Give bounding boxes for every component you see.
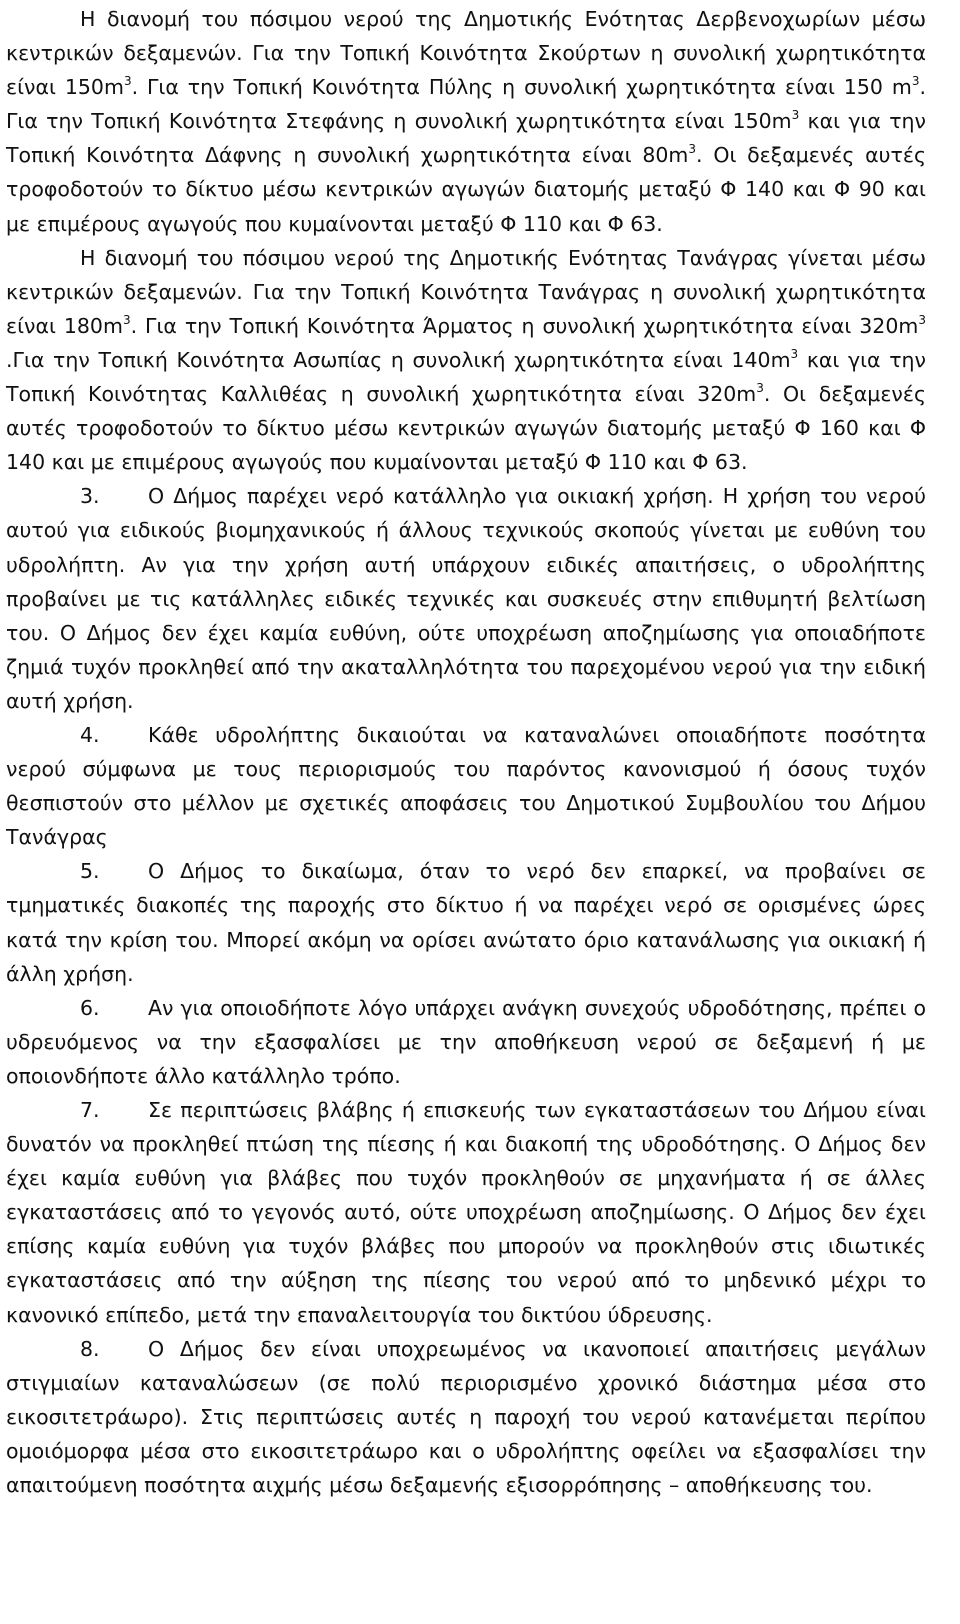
item-number: 6.	[80, 995, 100, 1020]
paragraph-item-6: 6. Αν για οποιοδήποτε λόγο υπάρχει ανάγκη συνεχούς υδροδότησης, πρέπει ο υδρευόμενος να την εξασφαλίσει με την αποθήκευση νερού σε δεξαμενή ή με οποιονδήποτε άλλο κατάλληλο τρόπο.	[6, 991, 926, 1093]
item-number: 5.	[80, 859, 100, 884]
paragraph-dervenochoria-distribution: Η διανομή του πόσιμου νερού της Δημοτικής Ενότητας Δερβενοχωρίων μέσω κεντρικών δεξαμενών. Για την Τοπική Κοινότητα Σκούρτων η συνολική χωρητικότητα είναι $150m^3$. Για την Τοπική Κοινότητα Πύλης η συνολική χωρητικότητα είναι 150 $m^3$. Για την Τοπική Κοινότητα Στεφάνης η συνολική χωρητικότητα είναι $150m^3$ και για την Τοπική Κοινότητα Δάφνης η συνολική χωρητικότητα είναι $80m^3$. Οι δεξαμενές αυτές τροφοδοτούν το δίκτυο μέσω κεντρικών αγωγών διατομής μεταξύ Φ 140 και Φ 90 και με επιμέρους αγωγούς που κυμαίνονται μεταξύ Φ 110 και Φ 63.	[6, 7, 926, 236]
item-number: 3.	[80, 484, 100, 509]
paragraph-item-3: 3. Ο Δήμος παρέχει νερό κατάλληλο για οικιακή χρήση. Η χρήση του νερού αυτού για ειδικούς βιομηχανικούς ή άλλους τεχνικούς σκοπούς γίνεται με ευθύνη του υδρολήπτη. Αν για την χρήση αυτή υπάρχουν ειδικές απαιτήσεις, ο υδρολήπτης προβαίνει με τις κατάλληλες ειδικές τεχνικές και συσκευές στην επιθυμητή βελτίωση του. Ο Δήμος δεν έχει καμία ευθύνη, ούτε υποχρέωση αποζημίωσης για οποιαδήποτε ζημιά τυχόν προκληθεί από την ακαταλληλότητα του παρεχομένου νερού για την ειδική αυτή χρήση.	[6, 479, 926, 718]
paragraph-item-7: 7. Σε περιπτώσεις βλάβης ή επισκευής των εγκαταστάσεων του Δήμου είναι δυνατόν να προκληθεί πτώση της πίεσης ή και διακοπή της υδροδότησης. Ο Δήμος δεν έχει καμία ευθύνη για βλάβες που τυχόν προκληθούν σε μηχανήματα ή σε άλλες εγκαταστάσεις από το γεγονός αυτό, ούτε υποχρέωση αποζημίωσης. Ο Δήμος δεν έχει επίσης καμία ευθύνη για τυχόν βλάβες που μπορούν να προκληθούν στις ιδιωτικές εγκαταστάσεις από την αύξηση της πίεσης του νερού από το μηδενικό μέχρι το κανονικό επίπεδο, μετά την επαναλειτουργία του δικτύου ύδρευσης.	[6, 1093, 926, 1332]
item-number: 4.	[80, 722, 100, 747]
paragraph-tanagra-distribution: Η διανομή του πόσιμου νερού της Δημοτικής Ενότητας Τανάγρας γίνεται μέσω κεντρικών δεξαμενών. Για την Τοπική Κοινότητα Τανάγρας η συνολική χωρητικότητα είναι $180m^3$. Για την Τοπική Κοινότητα Άρματος η συνολική χωρητικότητα είναι $320m^3$ .Για την Τοπική Κοινότητα Ασωπίας η συνολική χωρητικότητα είναι $140m^3$ και για την Τοπική Κοινότητας Καλλιθέας η συνολική χωρητικότητα είναι $320m^3$. Οι δεξαμενές αυτές τροφοδοτούν το δίκτυο μέσω κεντρικών αγωγών διατομής μεταξύ Φ 160 και Φ 140 και με επιμέρους αγωγούς που κυμαίνονται μεταξύ Φ 110 και Φ 63.	[6, 245, 926, 475]
item-number: 8.	[80, 1336, 100, 1361]
paragraph-item-5: 5. Ο Δήμος το δικαίωμα, όταν το νερό δεν επαρκεί, να προβαίνει σε τμηματικές διακοπές της παροχής στο δίκτυο ή να παρέχει νερό σε ορισμένες ώρες κατά την κρίση του. Μπορεί ακόμη να ορίσει ανώτατο όριο κατανάλωσης για οικιακή ή άλλη χρήση.	[6, 854, 926, 990]
paragraph-item-8: 8. Ο Δήμος δεν είναι υποχρεωμένος να ικανοποιεί απαιτήσεις μεγάλων στιγμιαίων καταναλώσεων (σε πολύ περιορισμένο χρονικό διάστημα μέσα στο εικοσιτετράωρο). Στις περιπτώσεις αυτές η παροχή του νερού κατανέμεται περίπου ομοιόμορφα μέσα στο εικοσιτετράωρο και ο υδρολήπτης οφείλει να εξασφαλίσει την απαιτούμενη ποσότητα αιχμής μέσω δεξαμενής εξισορρόπησης – αποθήκευσης του.	[6, 1332, 926, 1502]
paragraph-item-4: 4. Κάθε υδρολήπτης δικαιούται να καταναλώνει οποιαδήποτε ποσότητα νερού σύμφωνα με τους περιορισμούς του παρόντος κανονισμού ή όσους τυχόν θεσπιστούν στο μέλλον με σχετικές αποφάσεις του Δημοτικού Συμβουλίου του Δήμου Τανάγρας	[6, 718, 926, 854]
item-number: 7.	[80, 1098, 100, 1122]
